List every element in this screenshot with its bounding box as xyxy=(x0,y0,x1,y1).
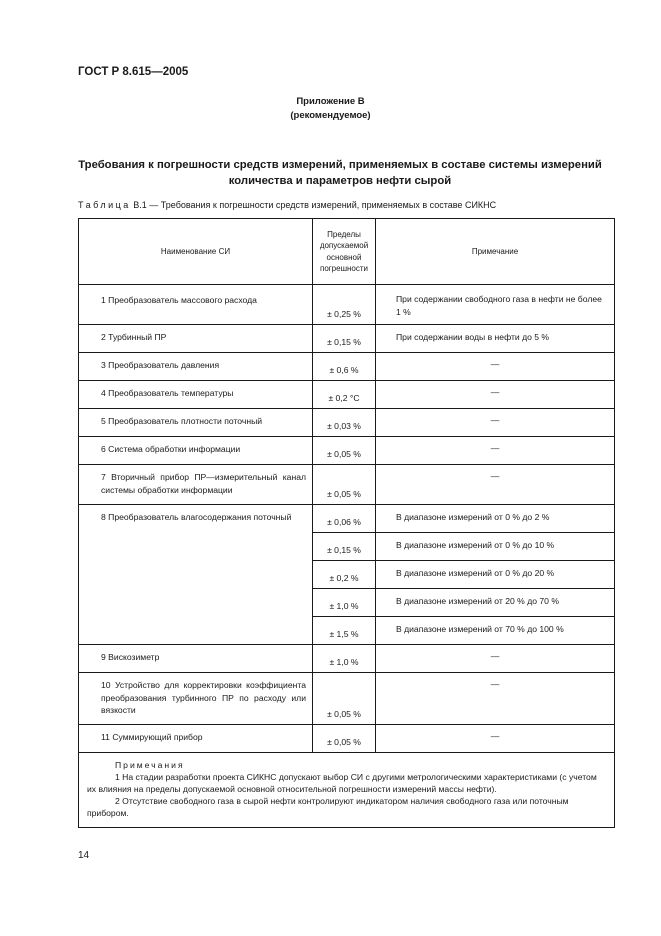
row-value: ± 0,15 % xyxy=(313,325,376,353)
row-name: 1 Преобразователь массового расхода xyxy=(79,285,313,325)
row-value: ± 0,06 % xyxy=(313,505,376,533)
table-row xyxy=(79,325,615,353)
row-name: 11 Суммирующий прибор xyxy=(79,725,313,753)
row-note: В диапазоне измерений от 20 % до 70 % xyxy=(376,589,615,617)
table-notes xyxy=(79,753,615,828)
table-header-row xyxy=(79,219,615,285)
table-caption-label: Таблица xyxy=(78,200,131,210)
row-name: 4 Преобразователь температуры xyxy=(79,381,313,409)
row-value: ± 0,05 % xyxy=(313,725,376,753)
table-row xyxy=(79,381,615,409)
table-row xyxy=(79,409,615,437)
annex-status: (рекомендуемое) xyxy=(290,110,371,121)
section-heading-line-2: количества и параметров нефти сырой xyxy=(228,175,452,187)
requirements-table xyxy=(78,218,615,828)
row-note: При содержании свободного газа в нефти не более 1 % xyxy=(376,285,615,325)
row-value: ± 1,5 % xyxy=(313,617,376,645)
table-row xyxy=(79,645,615,673)
row-note: — xyxy=(376,645,615,673)
row-name: 6 Система обработки информации xyxy=(79,437,313,465)
notes-title: Примечания xyxy=(115,760,185,770)
row-name: 10 Устройство для корректировки коэффициента преобразования турбинного ПР по расходу или вязкости xyxy=(79,673,313,725)
page-number: 14 xyxy=(78,850,90,861)
table-caption xyxy=(78,200,496,210)
row-name: 8 Преобразователь влагосодержания поточный xyxy=(79,505,313,645)
row-note: — xyxy=(376,381,615,409)
document-code: ГОСТ Р 8.615—2005 xyxy=(78,66,189,78)
header-note: Примечание xyxy=(376,219,615,285)
annex-title: Приложение В xyxy=(296,96,365,107)
table-row xyxy=(79,505,615,533)
row-name: 9 Вискозиметр xyxy=(79,645,313,673)
row-name: 3 Преобразователь давления xyxy=(79,353,313,381)
row-value: ± 1,0 % xyxy=(313,645,376,673)
row-value: ± 0,05 % xyxy=(313,465,376,505)
row-note: В диапазоне измерений от 0 % до 20 % xyxy=(376,561,615,589)
row-value: ± 0,05 % xyxy=(313,673,376,725)
notes-row xyxy=(79,753,615,828)
row-note: В диапазоне измерений от 0 % до 10 % xyxy=(376,533,615,561)
section-heading xyxy=(60,157,620,189)
header-name: Наименование СИ xyxy=(79,219,313,285)
table-row xyxy=(79,465,615,505)
row-note: В диапазоне измерений от 0 % до 2 % xyxy=(376,505,615,533)
row-value: ± 1,0 % xyxy=(313,589,376,617)
note-item: 1 На стадии разработки проекта СИКНС допускают выбор СИ с другими метрологическими характеристиками (с учетом их влияния на пределы допускаемой основной относительной погрешности измерений массы нефти). xyxy=(87,772,597,794)
row-name: 7 Вторичный прибор ПР—измерительный канал системы обработки информации xyxy=(79,465,313,505)
row-value: ± 0,25 % xyxy=(313,285,376,325)
note-item: 2 Отсутствие свободного газа в сырой нефти контролируют индикатором наличия свободного газа или поточным прибором. xyxy=(87,796,569,818)
row-note: При содержании воды в нефти до 5 % xyxy=(376,325,615,353)
row-note: — xyxy=(376,725,615,753)
row-value: ± 0,2 % xyxy=(313,561,376,589)
row-value: ± 0,15 % xyxy=(313,533,376,561)
table-row xyxy=(79,285,615,325)
row-note: — xyxy=(376,673,615,725)
row-note: В диапазоне измерений от 70 % до 100 % xyxy=(376,617,615,645)
row-note: — xyxy=(376,465,615,505)
row-value: ± 0,2 °С xyxy=(313,381,376,409)
table-row xyxy=(79,673,615,725)
table-row xyxy=(79,437,615,465)
row-value: ± 0,05 % xyxy=(313,437,376,465)
row-name: 5 Преобразователь плотности поточный xyxy=(79,409,313,437)
section-heading-line-1: Требования к погрешности средств измерений, применяемых в составе системы измерений xyxy=(78,159,602,171)
row-value: ± 0,03 % xyxy=(313,409,376,437)
table-row xyxy=(79,725,615,753)
row-note: — xyxy=(376,437,615,465)
row-name: 2 Турбинный ПР xyxy=(79,325,313,353)
table-row xyxy=(79,353,615,381)
row-value: ± 0,6 % xyxy=(313,353,376,381)
table-caption-text: В.1 — Требования к погрешности средств измерений, применяемых в составе СИКНС xyxy=(130,200,497,210)
header-limits: Пределы допускаемой основной погрешности xyxy=(313,219,376,285)
row-note: — xyxy=(376,353,615,381)
row-note: — xyxy=(376,409,615,437)
